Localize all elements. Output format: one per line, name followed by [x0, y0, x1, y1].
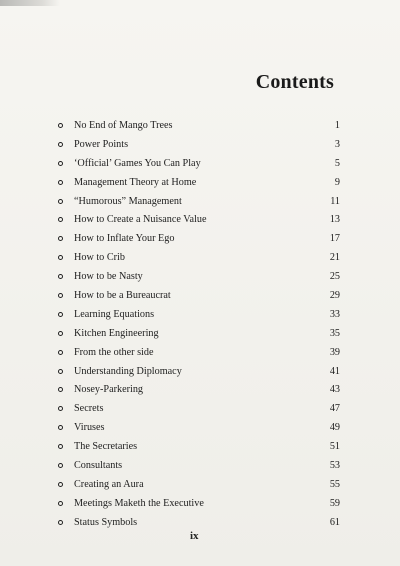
toc-entry-title: Creating an Aura	[74, 478, 144, 490]
toc-entry-page: 39	[329, 346, 340, 358]
toc-entry	[58, 400, 340, 419]
toc-entry	[58, 438, 340, 457]
toc-entry-title: How to be a Bureaucrat	[74, 290, 171, 302]
toc-entry-title: Learning Equations	[74, 308, 155, 320]
toc-entry	[58, 514, 340, 533]
circle-bullet-icon	[58, 331, 63, 336]
circle-bullet-icon	[58, 444, 63, 449]
toc-entry-title: Nosey-Parkering	[74, 384, 144, 396]
toc-entry-title: Meetings Maketh the Executive	[74, 497, 204, 509]
toc-entry	[58, 419, 340, 438]
toc-entry-title: “Humorous” Management	[74, 195, 182, 207]
toc-entry	[58, 193, 340, 212]
toc-entry-page: 59	[329, 497, 340, 509]
circle-bullet-icon	[58, 520, 63, 525]
circle-bullet-icon	[58, 199, 63, 204]
circle-bullet-icon	[58, 482, 63, 487]
circle-bullet-icon	[58, 501, 63, 506]
toc-entry	[58, 174, 340, 193]
toc-entry-title: The Secretaries	[74, 441, 138, 453]
toc-entry-title: Kitchen Engineering	[74, 327, 159, 339]
toc-entry-page: 5	[334, 157, 340, 169]
toc-entry	[58, 306, 340, 325]
toc-entry	[58, 268, 340, 287]
toc-entry	[58, 230, 340, 249]
toc-entry-page: 51	[329, 441, 340, 453]
toc-entry	[58, 457, 340, 476]
circle-bullet-icon	[58, 387, 63, 392]
toc-entry-title: How to be Nasty	[74, 271, 143, 283]
toc-entry	[58, 249, 340, 268]
circle-bullet-icon	[58, 350, 63, 355]
toc-entry-page: 13	[329, 214, 340, 226]
toc-entry-page: 55	[329, 478, 340, 490]
circle-bullet-icon	[58, 236, 63, 241]
toc-entry-title: Understanding Diplomacy	[74, 365, 182, 377]
toc-entry-page: 17	[329, 233, 340, 245]
toc-entry-title: ‘Official’ Games You Can Play	[74, 157, 201, 169]
toc-entry-title: Viruses	[74, 422, 105, 434]
circle-bullet-icon	[58, 142, 63, 147]
toc-entry	[58, 325, 340, 344]
circle-bullet-icon	[58, 123, 63, 128]
contents-title: Contents	[255, 71, 334, 93]
toc-entry-page: 35	[329, 327, 340, 339]
toc-entry-page: 33	[329, 308, 340, 320]
toc-entry-title: How to Create a Nuisance Value	[74, 214, 207, 226]
circle-bullet-icon	[58, 312, 63, 317]
circle-bullet-icon	[58, 293, 63, 298]
circle-bullet-icon	[58, 161, 63, 166]
toc-entry	[58, 287, 340, 306]
toc-entry-title: Consultants	[74, 460, 123, 472]
toc-entry-title: No End of Mango Trees	[74, 120, 173, 131]
circle-bullet-icon	[58, 406, 63, 411]
toc-entry	[58, 495, 340, 514]
toc-entry-title: Power Points	[74, 138, 129, 150]
toc-entry-title: From the other side	[74, 346, 154, 358]
table-of-contents	[58, 117, 340, 533]
toc-entry-title: Secrets	[74, 403, 104, 415]
circle-bullet-icon	[58, 217, 63, 222]
toc-entry-page: 49	[329, 422, 340, 434]
page-number: ix	[190, 530, 199, 542]
circle-bullet-icon	[58, 425, 63, 430]
scan-edge-shadow	[0, 0, 60, 6]
toc-entry-page: 3	[334, 138, 340, 150]
toc-entry-page: 47	[329, 403, 340, 415]
circle-bullet-icon	[58, 369, 63, 374]
toc-entry	[58, 476, 340, 495]
toc-entry	[58, 211, 340, 230]
toc-entry-page: 25	[329, 271, 340, 283]
toc-entry-page: 53	[329, 460, 340, 472]
toc-entry-page: 43	[329, 384, 340, 396]
circle-bullet-icon	[58, 274, 63, 279]
toc-entry-title: How to Crib	[74, 252, 125, 264]
toc-entry	[58, 344, 340, 363]
toc-entry-page: 11	[330, 195, 340, 207]
circle-bullet-icon	[58, 255, 63, 260]
toc-entry-title: Management Theory at Home	[74, 176, 197, 188]
toc-entry	[58, 117, 340, 136]
toc-entry-title: How to Inflate Your Ego	[74, 233, 175, 245]
toc-entry-title: Status Symbols	[74, 516, 138, 528]
toc-entry-page: 41	[329, 365, 340, 377]
toc-entry	[58, 381, 340, 400]
toc-entry-page: 29	[329, 290, 340, 302]
toc-entry-page: 1	[334, 120, 340, 131]
toc-entry-page: 9	[334, 176, 340, 188]
toc-entry-page: 21	[329, 252, 340, 264]
toc-entry	[58, 136, 340, 155]
circle-bullet-icon	[58, 463, 63, 468]
toc-entry	[58, 155, 340, 174]
circle-bullet-icon	[58, 180, 63, 185]
toc-entry	[58, 363, 340, 382]
toc-entry-page: 61	[329, 516, 340, 528]
